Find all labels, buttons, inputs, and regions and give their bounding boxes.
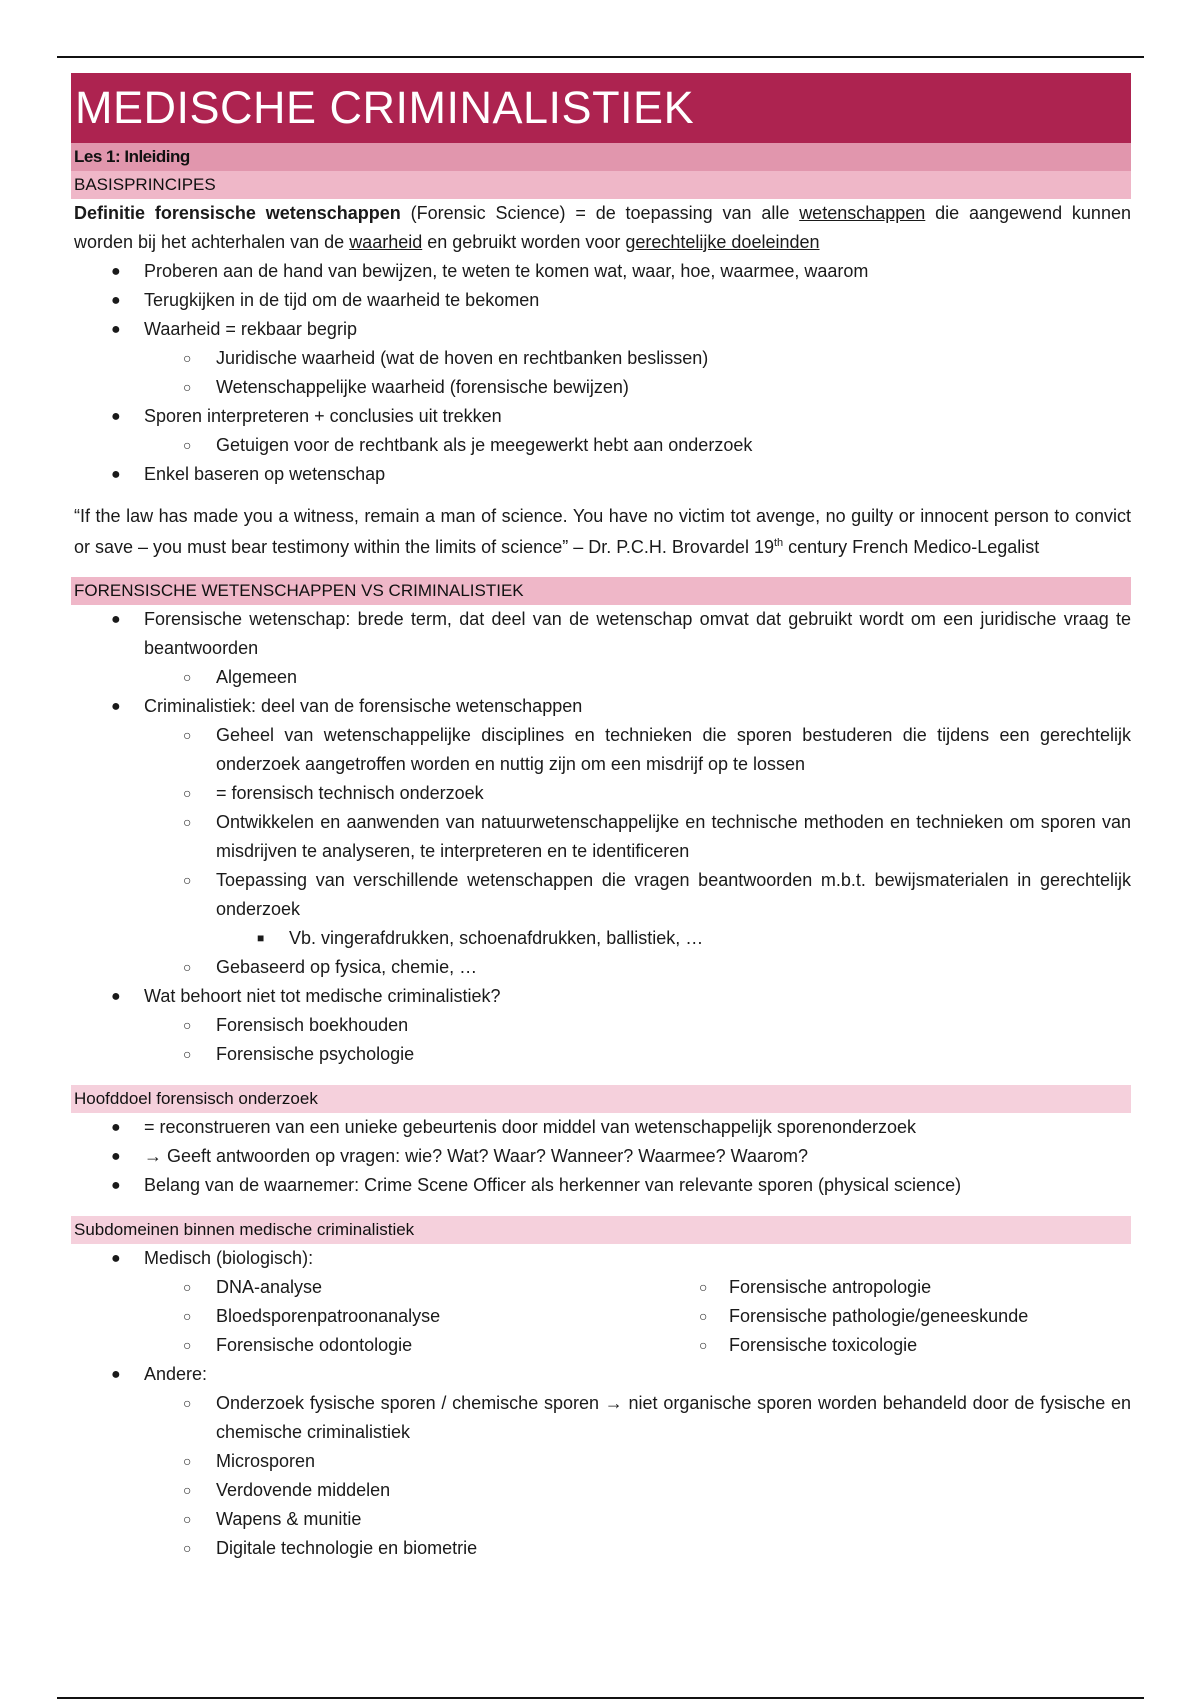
list-item-text: Geheel van wetenschappelijke disciplines en technieken die sporen bestuderen die tijdens een gerechtelijk onderzoek aangetroffen worden en nuttig zijn om een misdrijf op te lossen xyxy=(216,725,1131,774)
list-item xyxy=(71,431,1131,460)
list-item xyxy=(71,402,1131,431)
list-item xyxy=(71,953,1131,982)
list-item xyxy=(71,1011,1131,1040)
list-item xyxy=(71,1244,1131,1273)
bullet-icon: ● xyxy=(111,1119,121,1136)
list-item xyxy=(71,663,1131,692)
list-item-text: = forensisch technisch onderzoek xyxy=(216,783,484,803)
definition-underline: gerechtelijke doeleinden xyxy=(625,232,820,252)
list-item-text: Andere: xyxy=(144,1364,208,1384)
list-item xyxy=(71,1302,601,1331)
list-item-text: Forensische psychologie xyxy=(216,1044,415,1064)
quote-paragraph xyxy=(71,503,1131,561)
bullet-icon: ● xyxy=(111,611,121,628)
list-item-text: Criminalistiek: deel van de forensische wetenschappen xyxy=(144,696,583,716)
circle-bullet-icon: ○ xyxy=(183,727,192,743)
andere-list xyxy=(71,1360,1131,1563)
definition-text: (Forensic Science) = de toepassing van alle xyxy=(400,203,800,223)
circle-bullet-icon: ○ xyxy=(183,1511,192,1527)
list-item-text: Proberen aan de hand van bewijzen, te weten te komen wat, waar, hoe, waarmee, waarom xyxy=(144,261,869,281)
circle-bullet-icon: ○ xyxy=(183,1482,192,1498)
bullet-icon: ● xyxy=(111,321,121,338)
circle-bullet-icon: ○ xyxy=(183,350,192,366)
list-item-text: Terugkijken in de tijd om de waarheid te bekomen xyxy=(144,290,540,310)
bottom-rule xyxy=(57,1697,1144,1699)
bullet-icon: ● xyxy=(111,1177,121,1194)
list-item-text: Belang van de waarnemer: Crime Scene Officer als herkenner van relevante sporen (physical science) xyxy=(144,1175,962,1195)
list-item xyxy=(71,1040,1131,1069)
list-item-text: Enkel baseren op wetenschap xyxy=(144,464,386,484)
list-item xyxy=(71,1534,1131,1563)
definition-text: en gebruikt worden voor xyxy=(422,232,626,252)
circle-bullet-icon: ○ xyxy=(183,959,192,975)
bullet-icon: ● xyxy=(111,263,121,280)
list-item-text: Waarheid = rekbaar begrip xyxy=(144,319,357,339)
circle-bullet-icon: ○ xyxy=(183,1540,192,1556)
list-item xyxy=(71,460,1131,489)
circle-bullet-icon: ○ xyxy=(183,1046,192,1062)
list-item xyxy=(71,286,1131,315)
list-item-text: Onderzoek fysische sporen / chemische sporen → niet organische sporen worden behandeld door de fysische en chemische criminalistiek xyxy=(216,1393,1131,1442)
list-item xyxy=(71,1113,1131,1142)
circle-bullet-icon: ○ xyxy=(183,1395,192,1411)
list-item-text: Getuigen voor de rechtbank als je meegewerkt hebt aan onderzoek xyxy=(216,435,753,455)
list-item-text: Microsporen xyxy=(216,1451,316,1471)
list-item-text: Gebaseerd op fysica, chemie, … xyxy=(216,957,478,977)
list-item-text: Juridische waarheid (wat de hoven en rechtbanken beslissen) xyxy=(216,348,709,368)
section-heading-basisprincipes: BASISPRINCIPES xyxy=(71,171,1131,199)
list-item xyxy=(601,1302,1131,1331)
circle-bullet-icon: ○ xyxy=(183,814,192,830)
list-item xyxy=(71,866,1131,924)
section-heading-fw-vs-criminalistiek: FORENSISCHE WETENSCHAPPEN VS CRIMINALISTIEK xyxy=(71,577,1131,605)
list-item xyxy=(71,257,1131,286)
circle-bullet-icon: ○ xyxy=(699,1279,708,1295)
bullet-icon: ● xyxy=(111,408,121,425)
circle-bullet-icon: ○ xyxy=(183,379,192,395)
medisch-left-list xyxy=(71,1273,601,1360)
bullet-icon: ● xyxy=(111,988,121,1005)
list-item-text: Sporen interpreteren + conclusies uit trekken xyxy=(144,406,502,426)
list-item xyxy=(71,1476,1131,1505)
list-item-text: Forensisch boekhouden xyxy=(216,1015,409,1035)
subdomeinen-list xyxy=(71,1244,1131,1273)
list-item-text: Forensische pathologie/geneeskunde xyxy=(729,1306,1029,1326)
list-item-text: Medisch (biologisch): xyxy=(144,1248,314,1268)
section-heading-hoofddoel: Hoofddoel forensisch onderzoek xyxy=(71,1085,1131,1113)
hoofddoel-list xyxy=(71,1113,1131,1200)
list-item-text: Forensische antropologie xyxy=(729,1277,932,1297)
list-item xyxy=(71,1389,1131,1447)
list-item-text: Forensische toxicologie xyxy=(729,1335,918,1355)
list-item-text: Wetenschappelijke waarheid (forensische bewijzen) xyxy=(216,377,629,397)
list-item-text: = reconstrueren van een unieke gebeurtenis door middel van wetenschappelijk sporenonderzoek xyxy=(144,1117,916,1137)
document-page xyxy=(71,73,1131,1563)
list-item xyxy=(71,924,1131,953)
list-item xyxy=(71,373,1131,402)
list-item-text: Algemeen xyxy=(216,667,298,687)
circle-bullet-icon: ○ xyxy=(183,437,192,453)
medisch-right-list xyxy=(601,1273,1131,1360)
list-item xyxy=(71,1273,601,1302)
list-item xyxy=(71,721,1131,779)
bullet-icon: ● xyxy=(111,1366,121,1383)
definition-paragraph xyxy=(71,199,1131,257)
list-item xyxy=(71,808,1131,866)
list-item xyxy=(601,1331,1131,1360)
bullet-icon: ● xyxy=(111,466,121,483)
circle-bullet-icon: ○ xyxy=(183,1453,192,1469)
circle-bullet-icon: ○ xyxy=(183,785,192,801)
list-item-text: DNA-analyse xyxy=(216,1277,323,1297)
definition-text: die aangewend kunnen worden bij het achterhalen van de xyxy=(74,203,1131,252)
list-item xyxy=(71,1171,1131,1200)
bullet-icon: ● xyxy=(111,1148,121,1165)
medisch-columns xyxy=(71,1273,1131,1360)
list-item xyxy=(601,1273,1131,1302)
quote-text: “If the law has made you a witness, remain a man of science. You have no victim tot avenge, no guilty or innocent person to convict or save – you must bear testimony within the limits of science” – Dr. P.C.H. Brovardel 19 xyxy=(74,506,1131,557)
circle-bullet-icon: ○ xyxy=(183,1308,192,1324)
list-item xyxy=(71,982,1131,1011)
list-item xyxy=(71,1360,1131,1389)
list-item-text: Vb. vingerafdrukken, schoenafdrukken, ballistiek, … xyxy=(289,928,704,948)
fw-vs-crim-list xyxy=(71,605,1131,1069)
section-heading-subdomeinen: Subdomeinen binnen medische criminalistiek xyxy=(71,1216,1131,1244)
definition-term: Definitie forensische wetenschappen xyxy=(74,203,401,223)
bullet-icon: ● xyxy=(111,1250,121,1267)
circle-bullet-icon: ○ xyxy=(183,1279,192,1295)
circle-bullet-icon: ○ xyxy=(183,1017,192,1033)
lesson-heading: Les 1: Inleiding xyxy=(71,143,1131,171)
definition-underline: waarheid xyxy=(349,232,423,252)
list-item xyxy=(71,605,1131,663)
bullet-icon: ● xyxy=(111,698,121,715)
list-item xyxy=(71,1505,1131,1534)
top-rule xyxy=(57,56,1144,58)
circle-bullet-icon: ○ xyxy=(183,669,192,685)
list-item-text: Forensische odontologie xyxy=(216,1335,413,1355)
list-item xyxy=(71,779,1131,808)
page-title: MEDISCHE CRIMINALISTIEK xyxy=(71,73,1131,143)
circle-bullet-icon: ○ xyxy=(699,1337,708,1353)
circle-bullet-icon: ○ xyxy=(183,1337,192,1353)
list-item xyxy=(71,692,1131,721)
quote-text: century French Medico-Legalist xyxy=(783,537,1040,557)
definition-underline: wetenschappen xyxy=(799,203,926,223)
circle-bullet-icon: ○ xyxy=(183,872,192,888)
list-item-text: Digitale technologie en biometrie xyxy=(216,1538,478,1558)
circle-bullet-icon: ○ xyxy=(699,1308,708,1324)
list-item-text: Wapens & munitie xyxy=(216,1509,362,1529)
list-item xyxy=(71,315,1131,344)
square-bullet-icon: ■ xyxy=(257,931,265,945)
list-item-text: Forensische wetenschap: brede term, dat deel van de wetenschap omvat dat gebruikt wordt om een juridische vraag te beantwoorden xyxy=(144,609,1131,658)
list-item xyxy=(71,1142,1131,1171)
list-item-text: Ontwikkelen en aanwenden van natuurwetenschappelijke en technische methoden en technieken om sporen van misdrijven te analyseren, te interpreteren en te identificeren xyxy=(216,812,1131,861)
list-item xyxy=(71,344,1131,373)
basisprincipes-list xyxy=(71,257,1131,489)
list-item-text: → Geeft antwoorden op vragen: wie? Wat? Waar? Wanneer? Waarmee? Waarom? xyxy=(144,1146,808,1166)
quote-superscript: th xyxy=(773,537,784,549)
list-item xyxy=(71,1447,1131,1476)
list-item-text: Bloedsporenpatroonanalyse xyxy=(216,1306,441,1326)
bullet-icon: ● xyxy=(111,292,121,309)
list-item xyxy=(71,1331,601,1360)
list-item-text: Wat behoort niet tot medische criminalistiek? xyxy=(144,986,501,1006)
list-item-text: Verdovende middelen xyxy=(216,1480,391,1500)
list-item-text: Toepassing van verschillende wetenschappen die vragen beantwoorden m.b.t. bewijsmaterialen in gerechtelijk onderzoek xyxy=(216,870,1131,919)
